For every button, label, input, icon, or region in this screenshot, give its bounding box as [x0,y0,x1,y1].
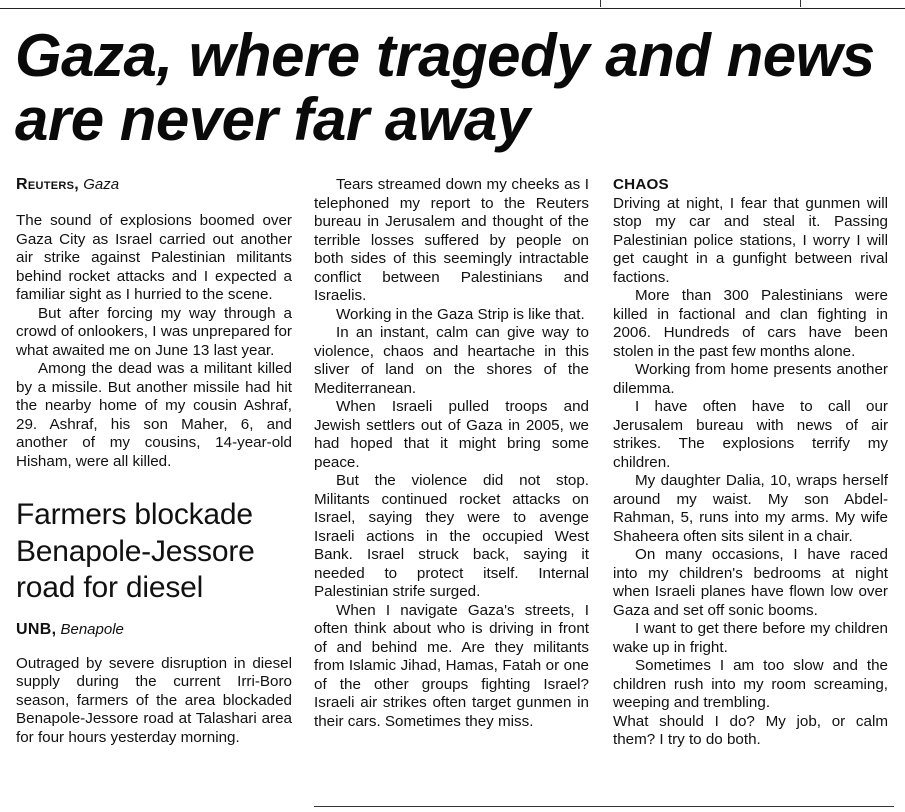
story-paragraph: I want to get there before my children wake up in fright. [613,620,888,656]
column-1 [16,176,292,747]
section-heading: CHAOS [613,176,669,193]
story-paragraph: Driving at night, I fear that gunmen will stop my car and steal it. Passing Palestinian police stations, I worry I will get caught in a gunfight between rival factions. [613,194,888,286]
second-story-headline: Farmers blockade Benapole-Jessore road for diesel [16,498,255,604]
story-paragraph: What should I do? My job, or calm them? I try to do both. [613,712,888,748]
story-paragraph: More than 300 Palestinians were killed in factional and clan fighting in 2006. Hundreds of cars have been stolen in the past few months alone. [613,287,888,360]
story-paragraph: The sound of explosions boomed over Gaza City as Israel carried out another air strike against Palestinian militants behind rocket attacks and I expected a familiar sight as I hurried to the scene. [16,212,292,303]
story-paragraph: When Israeli pulled troops and Jewish settlers out of Gaza in 2005, we had hoped that it might bring some peace. [314,398,589,471]
story-paragraph: But the violence did not stop. Militants continued rocket attacks on Israel, saying they were to avenge Israeli actions in the occupied West Bank. Israel struck back, saying it needed to protect itself. Internal Palestinian strife surged. [314,472,589,600]
byline-place: Gaza [83,176,120,193]
story-paragraph: Among the dead was a militant killed by a missile. But another missile had hit the nearby home of my cousin Ashraf, 29. Ashraf, his son Maher, 6, and another of my cousins, 14-year-old Hisham, were all killed. [16,360,292,470]
second-byline [16,621,292,639]
story-paragraph: Outraged by severe disruption in diesel supply during the current Irri-Boro season, farmers of the area blockaded Benapole-Jessore road at Talashari area for four hours yesterday morning. [16,654,292,746]
story-paragraph: Tears streamed down my cheeks as I telephoned my report to the Reuters bureau in Jerusalem and thought of the terrible losses suffered by people on both sides of this seemingly intractable conflict between Palestinians and Israelis. [314,176,589,304]
top-rule [0,0,905,9]
story-paragraph: My daughter Dalia, 10, wraps herself around my waist. My son Abdel-Rahman, 5, runs into my arms. My wife Shaheera often sits silent in a chair. [613,472,888,545]
story-paragraph: Working in the Gaza Strip is like that. [336,305,585,323]
story-paragraph: But after forcing my way through a crowd of onlookers, I was unprepared for what awaited me on June 13 last year. [16,304,292,359]
story-paragraph: I have often have to call our Jerusalem bureau with news of air strikes. The explosions terrify my children. [613,398,888,471]
main-headline: Gaza, where tragedy and news are never far away [15,22,875,153]
column-2 [314,176,589,731]
story-paragraph: Working from home presents another dilemma. [613,361,888,397]
story-paragraph: When I navigate Gaza's streets, I often think about who is driving in front of and behind me. Are they militants from Islamic Jihad, Hamas, Fatah or one of the other groups fighting Israel? Israeli air strikes often target gunmen in their cars. Sometimes they miss. [314,601,589,730]
bottom-rule [314,806,894,807]
story-paragraph: On many occasions, I have raced into my children's bedrooms at night when Israeli planes have flown low over Gaza and set off sonic booms. [613,546,888,619]
column-3 [613,176,888,750]
story-paragraph: In an instant, calm can give way to violence, chaos and heartache in this sliver of land on the shores of the Mediterranean. [314,324,589,397]
byline-agency: Reuters, [16,176,80,193]
main-byline [16,176,292,194]
byline-place: Benapole [60,620,124,638]
rule-tick [800,0,801,7]
rule-tick [600,0,601,7]
story-paragraph: Sometimes I am too slow and the children rush into my room screaming, weeping and trembling. [613,657,888,711]
byline-agency: UNB, [16,620,57,638]
